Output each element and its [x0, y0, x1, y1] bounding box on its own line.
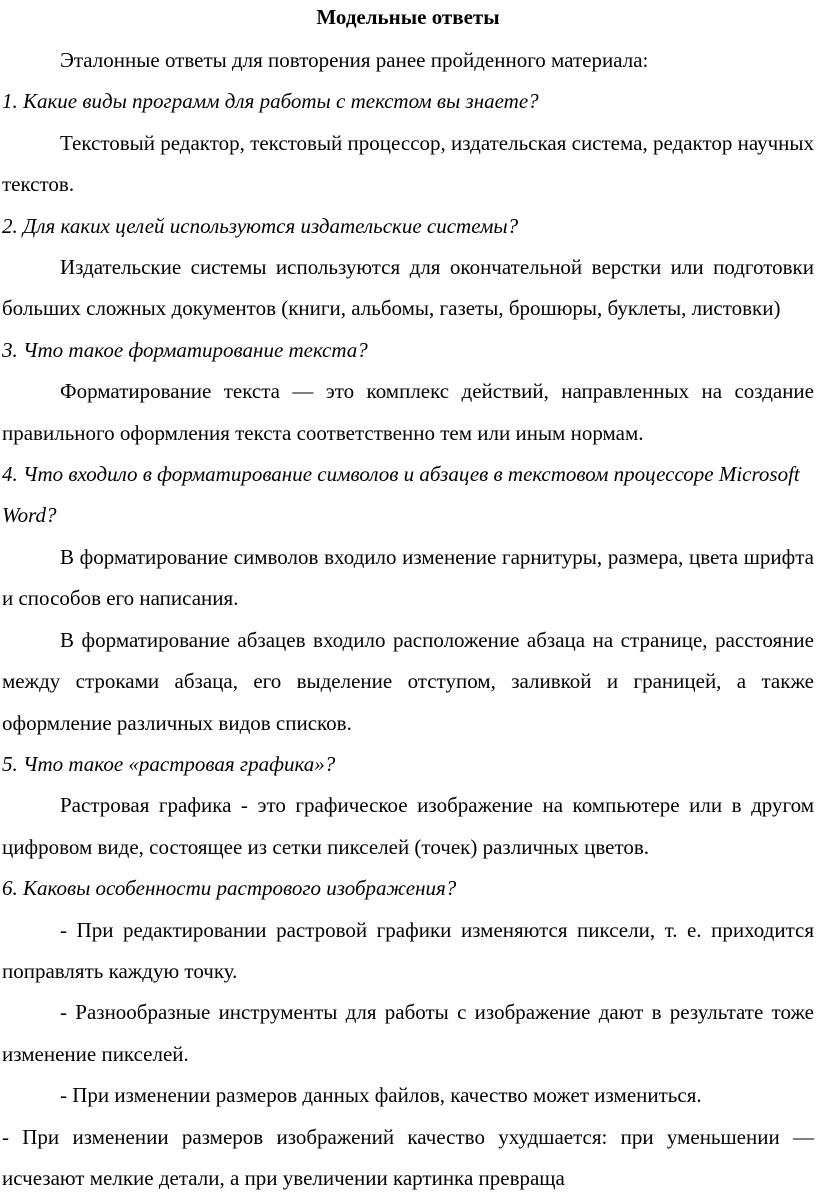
answer-6b: - Разнообразные инструменты для работы с изображение дают в результате тоже изменение пикселей.	[2, 1000, 814, 1066]
answer-6d: - При изменении размеров изображений качество ухудшается: при уменьшении — исчезают мелкие детали, а при увеличении картинка превраща	[2, 1124, 814, 1190]
question-2: 2. Для каких целей используются издательские системы?	[2, 213, 519, 238]
document-title: Модельные ответы	[316, 5, 500, 29]
answer-2: Издательские системы используются для окончательной верстки или подготовки больших сложных документов (книги, альбомы, газеты, брошюры, буклеты, листовки)	[2, 255, 814, 321]
question-3: 3. Что такое форматирование текста?	[2, 337, 368, 362]
answer-4a: В форматирование символов входило изменение гарнитуры, размера, цвета шрифта и способов его написания.	[2, 544, 814, 611]
question-6: 6. Каковы особенности растрового изображения?	[2, 876, 457, 901]
answer-3: Форматирование текста — это комплекс действий, направленных на создание правильного оформления текста соответственно тем или иным нормам.	[2, 379, 814, 445]
answer-1: Текстовый редактор, текстовый процессор, издательская система, редактор научных текстов.	[2, 130, 814, 197]
intro-paragraph: Эталонные ответы для повторения ранее пройденного материала:	[60, 48, 649, 72]
answer-6c: - При изменении размеров данных файлов, качество может измениться.	[60, 1083, 702, 1108]
question-1: 1. Какие виды программ для работы с текстом вы знаете?	[2, 89, 539, 114]
answer-5: Растровая графика - это графическое изображение на компьютере или в другом цифровом виде, состоящее из сетки пикселей (точек) различных цветов.	[2, 793, 814, 859]
question-4: 4. Что входило в форматирование символов и абзацев в текстовом процессоре Microsoft Word?	[2, 462, 800, 528]
answer-6a: - При редактировании растровой графики изменяются пиксели, т. е. приходится поправлять каждую точку.	[2, 917, 814, 983]
question-5: 5. Что такое «растровая графика»?	[2, 751, 336, 776]
answer-4b: В форматирование абзацев входило расположение абзаца на странице, расстояние между строками абзаца, его выделение отступом, заливкой и границей, а также оформление различных видов списков.	[2, 627, 814, 735]
